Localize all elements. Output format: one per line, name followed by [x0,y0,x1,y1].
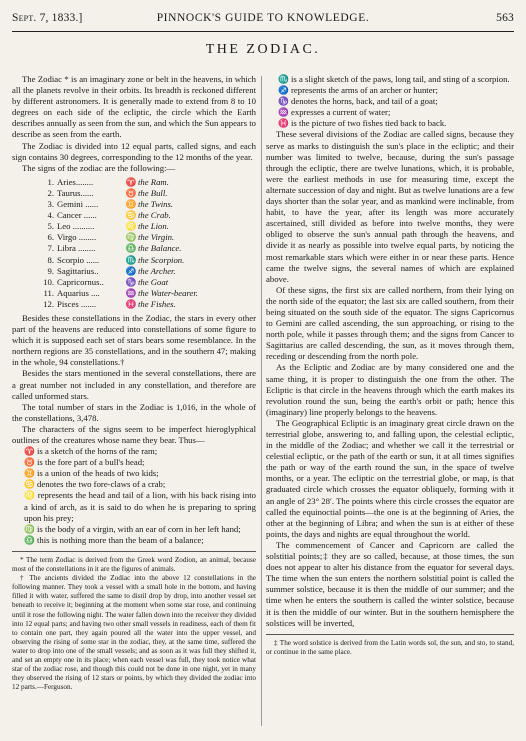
virgo-icon: ♍ [125,232,137,243]
footnote-rule [266,634,514,635]
paragraph: The total number of stars in the Zodiac is 1,016, in the whole of the constellations, 3,478. [12,401,256,423]
paragraph: The Geographical Ecliptic is an imaginary great circle drawn on the terrestrial globe, answering to, and falling upon, the celestial ecliptic, in the middle of the Zodiac; and whether we call it the terrestrial or celestial ecliptic, or the path of the earth or sun, it at all times signifies the path or way of the earth round the sun, in the space of twelve months, or a year. The ecliptic on the terrestrial globe, or map, is that graduated circle which crosses the equator obliquely, forming with it an angle of 23° 28′. The points where this circle crosses the equator are called the equinoctial points—the one is at the beginning of Aries, the other at the beginning of Libra; and when the sun is at either of these points, the days and nights are equal throughout the world. [266,417,514,539]
sign-description: ♒ expresses a current of water; [278,107,391,118]
libra-icon: ♎ [125,243,137,254]
sign-description: ♈ is a sketch of the horns of the ram; [24,446,158,457]
signs-list [38,177,256,310]
paragraph: The Zodiac is divided into 12 equal parts, called signs, and each sign contains 30 degrees, corresponding to the 12 months of the year. [12,140,256,162]
sign-row: 1. Aries........ ♈ the Ram. [47,176,169,187]
paragraph: The Zodiac * is an imaginary zone or belt in the heavens, in which all the planets revolve in their orbits. Its breadth is reckoned different by different astronomers. It is generally made to extend from 8 to 10 degrees on each side of the ecliptic, the circle which the Earth describes annually as seen from the sun, and which the Sun appears to describe as seen from the earth. [12,74,256,140]
sign-row: 9. Sagittarius.. ♐ the Archer. [47,265,176,276]
footnotes [266,639,514,657]
footnote: * The term Zodiac is derived from the Greek word Zodion, an animal, because most of the constellations in it are the figures of animals. [12,555,256,574]
sign-description: ♓ is the picture of two fishes tied back to back. [278,118,447,129]
page-number: 563 [496,12,514,24]
aquarius-icon: ♒ [125,287,137,298]
right-column [266,74,514,657]
sign-row: 10. Capricornus.. ♑ the Goat [43,276,169,287]
sign-description: ♉ is the fore part of a bull's head; [24,457,145,468]
sign-row: 2. Taurus...... ♉ the Bull. [47,187,168,198]
column-divider [261,76,262,726]
running-header [12,12,514,30]
paragraph: Besides the stars mentioned in the several constellations, there are a great number not included in any constellation, and therefore are called unformed stars. [12,368,256,401]
sagittarius-icon: ♐ [125,265,137,276]
sign-row: 12. Pisces ....... ♓ the Fishes. [43,298,176,309]
sign-description: ♎ this is nothing more than the beam of a balance; [24,534,204,545]
sign-row: 4. Cancer ...... ♋ the Crab. [47,210,171,221]
paragraph: The characters of the signs seem to be imperfect hieroglyphical outlines of the creatures whose name they bear. Thus— [12,423,256,445]
sign-row: 11. Aquarius .... ♒ the Water-bearer. [43,287,198,298]
sign-description: ♏ is a slight sketch of the paws, long tail, and sting of a scorpion. [278,74,510,84]
gemini-icon: ♊ [125,199,137,210]
left-column [12,74,256,692]
footnote-rule [12,551,256,552]
sign-row: 5. Leo .......... ♌ the Lion. [47,221,169,232]
scorpio-icon: ♏ [125,254,137,265]
cancer-icon: ♋ [125,210,137,221]
capricorn-icon: ♑ [125,276,137,287]
sign-row: 6. Virgo ........ ♍ the Virgin. [47,232,175,243]
paragraph: As the Ecliptic and Zodiac are by many considered one and the same thing, it is proper to distinguish the one from the other. The Ecliptic is that circle in the heavens through which the earth makes its revolution round the sun, being the earth's orbit or path; hence this (imaginary) line properly belongs to the heavens. [266,362,514,417]
aries-icon: ♈ [125,176,137,187]
paragraph: The signs of the zodiac are the following:— [22,162,176,173]
header-book-title: PINNOCK'S GUIDE TO KNOWLEDGE. [156,12,370,24]
pisces-icon: ♓ [125,298,137,309]
sign-description: ♍ is the body of a virgin, with an ear of corn in her left hand; [24,523,241,534]
footnote: ‡ The word solstice is derived from the Latin words sol, the sun, and sto, to stand, or continue in the same place. [266,638,514,656]
footnotes [12,556,256,692]
sign-row: 7. Libra ........ ♎ the Balance. [47,243,182,254]
sign-description: ♐ represents the arms of an archer or hunter; [278,85,438,96]
paragraph: Besides these constellations in the Zodiac, the stars in every other part of the heavens are reduced into constellations of some figure to which it is supposed each set of stars bears some resemblance. In the northern regions are 35 constellations, and in the southern 47; making in the whole, 94 constellations.† [12,312,256,368]
leo-icon: ♌ [125,221,137,232]
taurus-icon: ♉ [125,187,137,198]
header-rule [12,31,514,32]
article-title: THE ZODIAC. [205,42,321,57]
header-date: Sept. 7, 1833.] [12,12,83,24]
paragraph: These several divisions of the Zodiac are called signs, because they serve as marks to distinguish the sun's place in the ecliptic; and their number was limited to twelve, because, during the sun's passage through the ecliptic, there are twelve lunations, which, it is probable, were the earliest methods in use for measuring time, except the alternate succession of day and night. But as twelve lunations are a few days shorter than the solar year, and as mankind were inclinable, from habit, to have the year, after its length was more accurately ascertained, still divided as before into twelve months, they were obliged to observe the sun's annual path through the heavens, and divide it as nearly as possible into twelve equal parts, by noticing the most remarkable stars which were either in or near these parts. Hence came the twelve signs, the several names of which are explained above. [266,129,514,284]
sign-description: ♊ is a union of the heads of two kids; [24,468,159,479]
sign-row: 8. Scorpio ...... ♏ the Scorpion. [47,254,185,265]
sign-row: 3. Gemini ...... ♊ the Twins. [47,199,174,210]
sign-description: ♌ represents the head and tail of a lion, with his back rising into a kind of arch, as it is said to do when he is preparing to spring upon his prey; [24,490,256,523]
footnote: † The ancients divided the Zodiac into the above 12 constellations in the following manner. They took a vessel with a small hole in the bottom, and having filled it with water, suffered the same to distil drop by drop, into another vessel set beneath to receive it; beginning at the moment when some star rose, and continuing until it rose the following night. The water fallen down into the receiver they divided into 12 equal parts; and having two other small vessels in readiness, each of them fit to contain one part, they again poured all the water into the upper vessel, and observing the rising of some star in the zodiac, they, at the same time, suffered the water to drop into one of the small vessels; and as soon as it was full they shifted it, and set an empty one in its place; when each vessel was full, they took notice what star of the zodiac rose, and though this could not be done in one night, yet in many they observed the rising of 12 stars or points, by which they divided the zodiac into 12 parts.—Ferguson. [12,574,256,692]
paragraph: The commencement of Cancer and Capricorn are called the solstitial points;‡ they are so called, because, at those times, the sun does not appear to alter his distance from the equator for several days. The time when the sun enters the northern solstitial point is called the summer solstice, because it is then the middle of our summer; and the time when he enters the southern is called the winter solstice, because it is then the middle of our winter. But in the southern hemisphere the solstices will be inverted, [266,539,514,628]
paragraph: Of these signs, the first six are called northern, from their lying on the north side of the equator; the last six are called southern, from their being situated on the south side of the equator. The signs Capricornus to Gemini are called ascending, the sun approaching, or rising to the north pole, while it passes through them; and the signs from Cancer to Sagittarius are called descending, the sun, as it moves through them, receding or descending from the north pole. [266,284,514,362]
sign-description: ♋ denotes the two fore-claws of a crab; [24,479,166,490]
sign-description: ♑ denotes the horns, back, and tail of a goat; [278,96,438,107]
